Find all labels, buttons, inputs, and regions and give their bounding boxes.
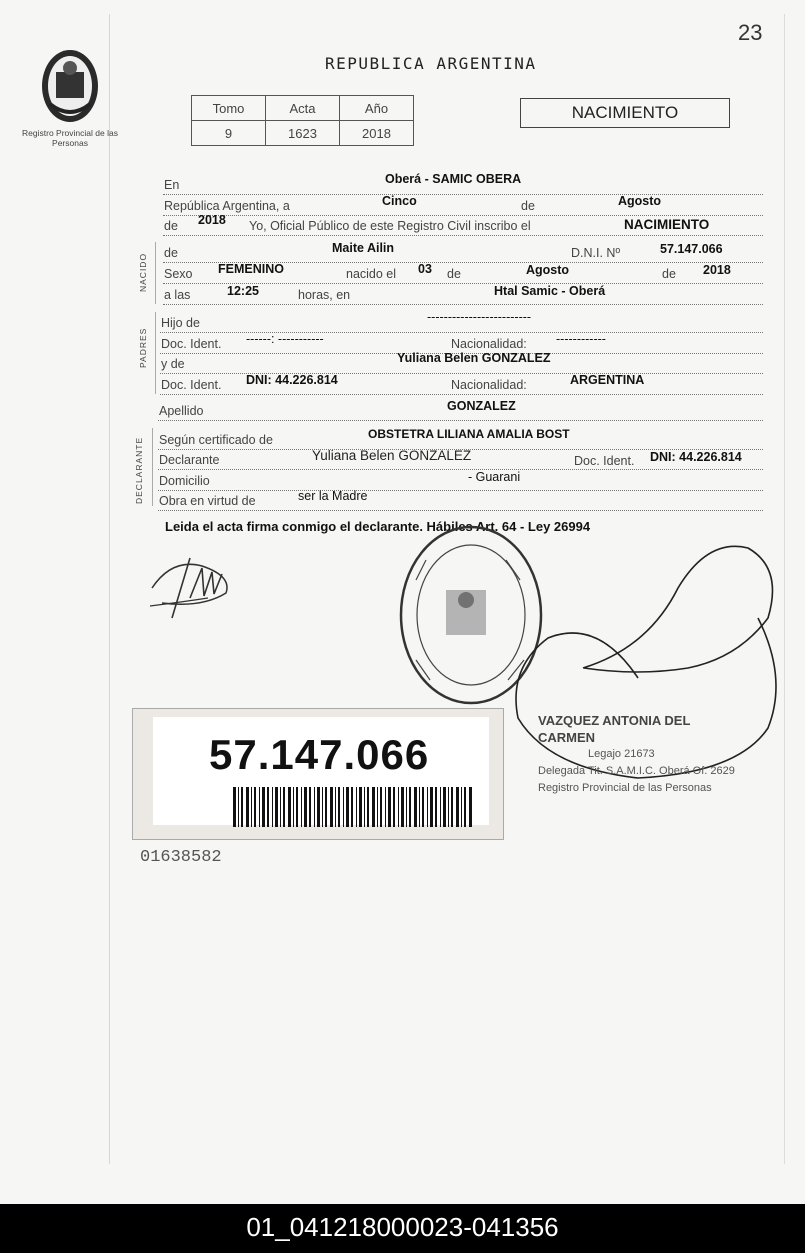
value-doc-declarante: DNI: 44.226.814 <box>650 450 742 464</box>
value-obra: ser la Madre <box>298 489 368 503</box>
value-inscribo: NACIMIENTO <box>624 217 710 232</box>
label-de2: de <box>164 219 178 233</box>
registry-header-anio: Año <box>340 96 414 121</box>
value-en: Oberá - SAMIC OBERA <box>385 172 522 186</box>
official-signature-block <box>538 712 748 797</box>
value-apellido: GONZALEZ <box>447 399 516 413</box>
registry-header-tomo: Tomo <box>192 96 266 121</box>
label-sexo: Sexo <box>164 267 193 281</box>
official-name: VAZQUEZ ANTONIA DEL CARMEN <box>538 713 691 745</box>
section-divider-nacido <box>155 242 156 304</box>
official-cargo: Delegada Tit. S.A.M.I.C. Oberá Of. 2629 <box>538 765 735 777</box>
label-doc-declarante: Doc. Ident. <box>574 454 635 468</box>
document-title: REPUBLICA ARGENTINA <box>325 54 537 73</box>
id-sticker <box>132 708 504 840</box>
official-registro: Registro Provincial de las Personas <box>538 782 712 794</box>
value-anio-nac: 2018 <box>703 263 731 277</box>
label-en: En <box>164 178 180 192</box>
value-anio: 2018 <box>198 213 226 227</box>
label-nac1: Nacionalidad: <box>451 337 527 351</box>
label-nacido-el: nacido el <box>346 267 397 281</box>
sticker-number: 57.147.066 <box>209 731 430 778</box>
registry-value-tomo: 9 <box>192 121 266 146</box>
section-label-declarante: DECLARANTE <box>134 436 144 504</box>
value-madre: Yuliana Belen GONZALEZ <box>397 351 551 365</box>
value-declarante: Yuliana Belen GONZALEZ <box>312 448 472 463</box>
registry-value-acta: 1623 <box>266 121 340 146</box>
value-hora: 12:25 <box>227 284 259 298</box>
label-de-anio: de <box>662 267 676 281</box>
serial-number: 01638582 <box>140 848 222 867</box>
label-de-mes: de <box>447 267 461 281</box>
label-certificado: Según certificado de <box>159 433 273 447</box>
line-domicilio <box>158 471 763 491</box>
provincial-seal-logo <box>38 44 102 126</box>
label-doc1: Doc. Ident. <box>161 337 222 351</box>
barcode <box>233 787 473 827</box>
label-dni: D.N.I. Nº <box>571 246 621 260</box>
value-mes: Agosto <box>618 194 662 208</box>
page-number: 23 <box>738 20 763 45</box>
label-republica: República Argentina, a <box>164 199 290 213</box>
value-nombre: Maite Ailin <box>332 241 395 255</box>
label-alas: a las <box>164 288 191 302</box>
value-dia: Cinco <box>382 194 417 208</box>
label-domicilio: Domicilio <box>159 474 210 488</box>
label-apellido: Apellido <box>159 404 204 418</box>
label-declarante: Declarante <box>159 453 220 467</box>
closing-statement: Leida el acta firma conmigo el declarante. Hábiles Art. 64 - Ley 26994 <box>165 519 591 534</box>
label-nac2: Nacionalidad: <box>451 378 527 392</box>
value-dia-nac: 03 <box>418 262 432 276</box>
section-label-padres: PADRES <box>138 327 148 368</box>
label-obra: Obra en virtud de <box>159 494 256 508</box>
label-oficial: Yo, Oficial Público de este Registro Civil inscribo el <box>249 219 531 233</box>
registry-header-acta: Acta <box>266 96 340 121</box>
registry-value-anio: 2018 <box>340 121 414 146</box>
label-hijo: Hijo de <box>161 316 200 330</box>
section-divider-declarante <box>152 428 153 506</box>
value-doc1: ------: ----------- <box>246 332 324 346</box>
value-dni: 57.147.066 <box>660 242 723 256</box>
label-horas-en: horas, en <box>298 288 351 302</box>
value-nac1: ------------ <box>556 332 606 346</box>
footer-file-code: 01_041218000023-041356 <box>0 1204 805 1253</box>
registry-table <box>191 95 414 146</box>
value-doc2: DNI: 44.226.814 <box>246 373 338 387</box>
label-doc2: Doc. Ident. <box>161 378 222 392</box>
value-certificado: OBSTETRA LILIANA AMALIA BOST <box>368 427 570 441</box>
id-sticker-inner <box>153 717 489 825</box>
value-hijo: ------------------------- <box>427 310 532 324</box>
section-divider-padres <box>155 312 156 394</box>
label-yde: y de <box>161 357 185 371</box>
label-de-nombre: de <box>164 246 178 260</box>
declarant-signature <box>142 548 242 626</box>
value-sexo: FEMENINO <box>218 262 284 276</box>
label-de: de <box>521 199 535 213</box>
value-lugar: Htal Samic - Oberá <box>494 284 606 298</box>
official-legajo: Legajo 21673 <box>588 748 655 760</box>
value-mes-nac: Agosto <box>526 263 570 277</box>
value-domicilio: - Guarani <box>468 470 521 484</box>
section-label-nacido: NACIDO <box>138 252 148 292</box>
value-nac2: ARGENTINA <box>570 373 645 387</box>
record-type-box: NACIMIENTO <box>520 98 730 128</box>
logo-caption: Registro Provincial de las Personas <box>22 128 118 148</box>
